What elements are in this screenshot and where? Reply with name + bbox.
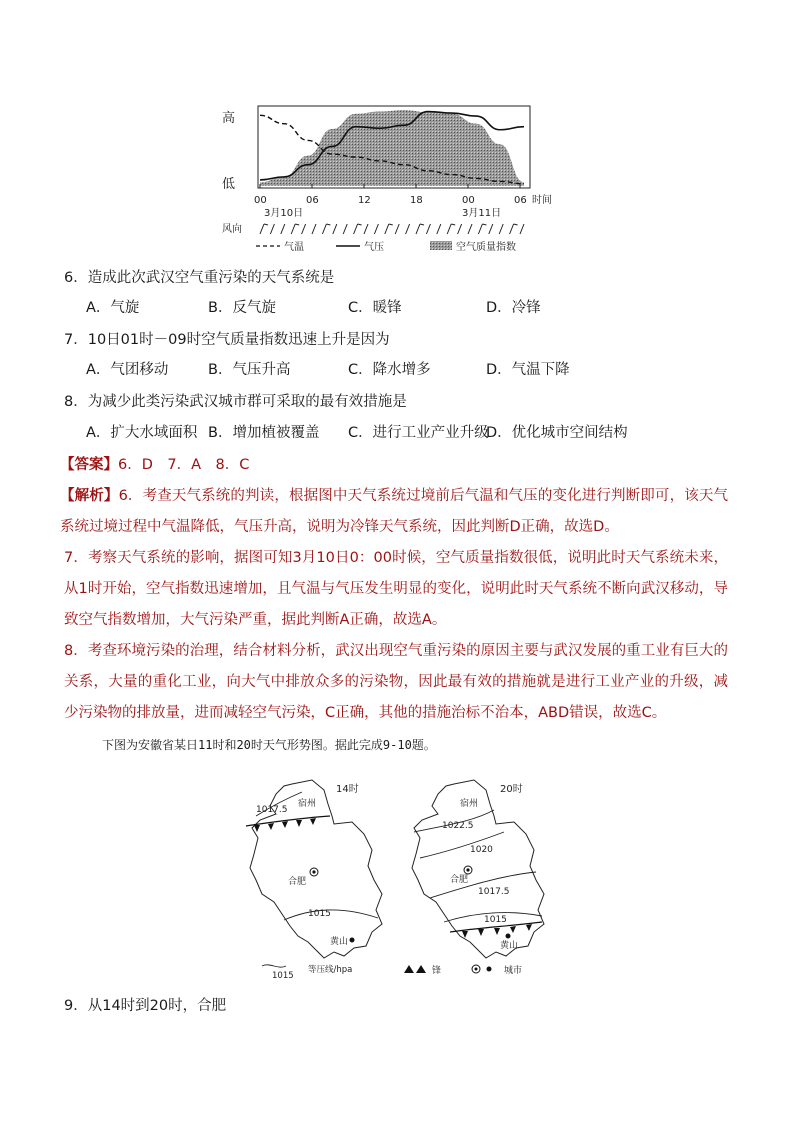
y-axis-high-label: 高 — [222, 111, 236, 126]
anhui-weather-maps — [232, 776, 562, 984]
wind-barb — [364, 224, 368, 234]
legend-aqi-label: 空气质量指数 — [456, 242, 516, 253]
answer-label: 【答案】 — [60, 457, 118, 473]
map-20h-hefei: 合肥 — [450, 875, 469, 885]
wind-barb — [437, 224, 441, 234]
q8-option-d: D．优化城市空间结构 — [486, 425, 628, 441]
wind-barb — [478, 224, 482, 234]
analysis-6-text: 6．考查天气系统的判读，根据图中天气系统过境前后气温和气压的变化进行判断即可，该天气系统过境过程中气温降低，气压升高，说明为冷锋天气系统，因此判断D正确，故选D。 — [60, 488, 728, 535]
map-14h-huangshan-marker — [350, 938, 355, 943]
legend-capital-dot — [475, 968, 478, 971]
map-20h-huangshan: 黄山 — [500, 941, 519, 951]
wind-barb — [322, 224, 326, 234]
wind-barb-flag — [358, 224, 362, 225]
map-20h-isobar-label-1: 1022.5 — [442, 821, 474, 831]
x-tick-label: 12 — [358, 195, 371, 206]
map-14h-isobar-label-1: 1017.5 — [256, 805, 288, 815]
legend-temp-label: 气温 — [284, 242, 304, 253]
map-20h — [412, 780, 544, 958]
map-14h-suzhou: 宿州 — [298, 799, 317, 809]
wind-barb — [499, 224, 503, 234]
legend-front-triangle-1 — [404, 965, 414, 973]
wind-barb-flag — [326, 224, 330, 225]
legend-city-dot — [487, 967, 492, 972]
wind-barb-flag — [482, 224, 486, 225]
wind-barb — [270, 224, 274, 234]
q7-option-c: C．降水增多 — [348, 362, 431, 378]
x-axis-title: 时间 — [532, 195, 552, 206]
x-tick-label: 00 — [462, 195, 475, 206]
question-8-stem: 8．为减少此类污染武汉城市群可采取的最有效措施是 — [64, 394, 407, 410]
map-20h-isobar-label-2: 1020 — [470, 845, 493, 855]
q6-option-c: C．暖锋 — [348, 300, 402, 316]
map-14h — [246, 780, 382, 958]
map-14h-hefei: 合肥 — [288, 877, 307, 887]
map-20h-hefei-dot — [466, 868, 469, 871]
q8-option-a: A．扩大水域面积 — [86, 425, 198, 441]
analysis-label: 【解析】 — [60, 488, 119, 504]
answer-text: 6．D 7．A 8．C — [118, 457, 250, 473]
legend-aqi-swatch — [430, 241, 452, 250]
map-14h-huangshan: 黄山 — [330, 937, 349, 947]
wind-barb — [458, 224, 462, 234]
x-tick-label: 18 — [410, 195, 423, 206]
q8-option-c: C．进行工业产业升级 — [348, 425, 489, 441]
map-20h-isobar-label-4: 1015 — [484, 915, 507, 925]
legend-city-text: 城市 — [504, 966, 523, 976]
wind-label: 风向 — [222, 224, 242, 235]
map-20h-huangshan-marker — [506, 934, 511, 939]
legend-front-triangle-2 — [416, 965, 426, 973]
question-6-stem: 6．造成此次武汉空气重污染的天气系统是 — [64, 270, 335, 286]
wind-barb — [374, 224, 378, 234]
wind-barb — [385, 224, 389, 234]
map-20h-suzhou: 宿州 — [460, 799, 479, 809]
aqi-area — [260, 110, 524, 186]
date-label-2: 3月11日 — [462, 208, 502, 219]
wind-barb — [291, 224, 295, 234]
q6-option-a: A．气旋 — [86, 300, 140, 316]
map-14h-isobar-label-2: 1015 — [308, 909, 331, 919]
wind-barb — [302, 224, 306, 234]
wind-barb — [312, 224, 316, 234]
x-tick-label: 00 — [254, 195, 267, 206]
wind-barb — [281, 224, 285, 234]
q7-option-b: B．气压升高 — [208, 362, 291, 378]
wind-barb-flag — [420, 224, 424, 225]
q7-option-d: D．气温下降 — [486, 362, 570, 378]
wind-barb — [406, 224, 410, 234]
wind-barb — [489, 224, 493, 234]
wind-barb — [260, 224, 264, 234]
wind-barb — [468, 224, 472, 234]
legend-pressure-label: 气压 — [364, 242, 384, 253]
wind-barbs — [260, 224, 524, 234]
q8-option-b: B．增加植被覆盖 — [208, 425, 320, 441]
wind-barb — [510, 224, 514, 234]
wind-barb — [333, 224, 337, 234]
wind-barb — [520, 224, 524, 234]
wind-barb — [426, 224, 430, 234]
date-label-1: 3月10日 — [264, 208, 304, 219]
weather-chart — [214, 96, 554, 258]
answer-line — [60, 455, 249, 475]
legend-isobar-text: 等压线/hpa — [308, 965, 353, 975]
wind-barb — [416, 224, 420, 234]
q6-option-d: D．冷锋 — [486, 300, 541, 316]
intro-text: 下图为安徽省某日11时和20时天气形势图。据此完成9-10题。 — [102, 738, 436, 752]
map-14h-isobar-1015 — [284, 910, 378, 920]
question-7-stem: 7．10日01时－09时空气质量指数迅速上升是因为 — [64, 332, 390, 348]
map-14h-title: 14时 — [336, 784, 359, 795]
x-tick-label: 06 — [514, 195, 527, 206]
wind-barb-flag — [264, 224, 268, 225]
legend-isobar-swatch — [262, 965, 286, 967]
map-20h-isobar-label-3: 1017.5 — [478, 887, 510, 897]
map-legend — [262, 964, 522, 981]
legend-isobar-value: 1015 — [272, 971, 294, 981]
y-axis-low-label: 低 — [222, 177, 236, 192]
map-14h-hefei-dot — [312, 870, 315, 873]
map-20h-title: 20时 — [500, 784, 523, 795]
analysis-p6 — [60, 481, 728, 543]
wind-barb — [343, 224, 347, 234]
wind-barb-flag — [514, 224, 518, 225]
wind-barb — [395, 224, 399, 234]
wind-barb-flag — [389, 224, 393, 225]
x-tick-label: 06 — [306, 195, 319, 206]
analysis-p7: 7．考察天气系统的影响，据图可知3月10日0：00时候，空气质量指数很低，说明此时天气系统未来，从1时开始，空气指数迅速增加，且气温与气压发生明显的变化，说明此时天气系统不断向武汉移动，导致空气指数增加，大气污染严重，据此判断A正确，故选A。 — [64, 550, 728, 628]
wind-barb — [354, 224, 358, 234]
wind-barb-flag — [295, 224, 299, 225]
legend-front-text: 锋 — [432, 966, 442, 976]
question-9-stem: 9．从14时到20时，合肥 — [64, 998, 227, 1014]
q7-option-a: A．气团移动 — [86, 362, 169, 378]
wind-barb-flag — [451, 224, 455, 225]
analysis-p8: 8．考查环境污染的治理，结合材料分析，武汉出现空气重污染的原因主要与武汉发展的重工业有巨大的关系，大量的重化工业，向大气中排放众多的污染物，因此最有效的措施就是进行工业产业的升级，减少污染物的排放量，进而减轻空气污染，C正确，其他的措施治标不治本，ABD错误，故选C。 — [64, 643, 728, 721]
q6-option-b: B．反气旋 — [208, 300, 276, 316]
wind-barb — [447, 224, 451, 234]
